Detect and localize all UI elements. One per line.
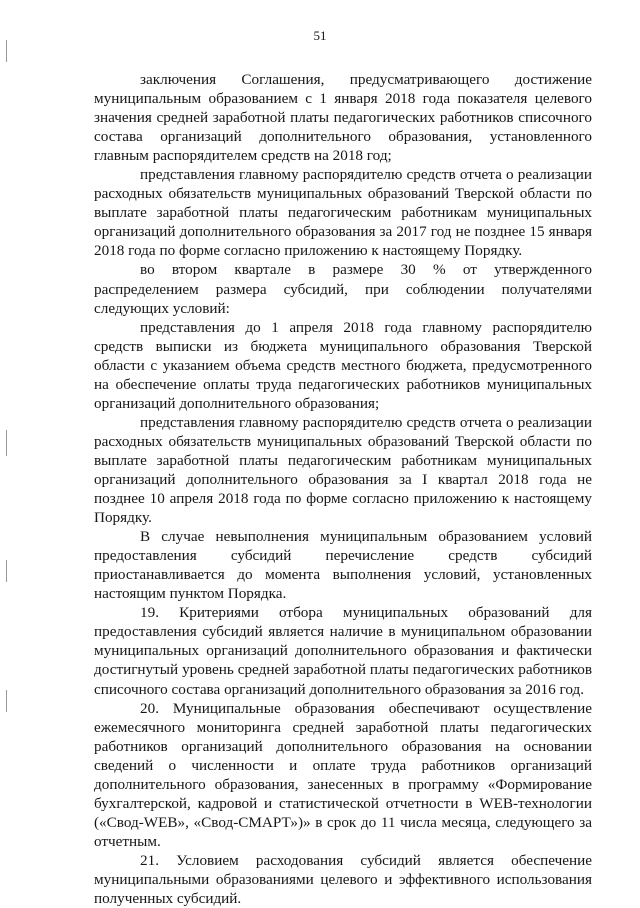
paragraph-report-2017: представления главному распорядителю средств отчета о реализации расходных обязательств муниципальных образований Тверской области по выплате заработной платы педагогическим работникам муниципальных организаций дополнительного образования за 2017 год не позднее 15 января 2018 года по форме согласно приложению к настоящему Порядку.	[94, 166, 592, 260]
body-text	[94, 70, 592, 908]
paragraph-agreement-condition: заключения Соглашения, предусматривающего достижение муниципальным образованием с 1 января 2018 года показателя целевого значения средней заработной платы педагогических работников списочного состава организаций дополнительного образования, установленного главным распорядителем средств на 2018 год;	[94, 71, 592, 165]
scan-margin-mark-bottom	[6, 690, 7, 712]
paragraph-second-quarter: во втором квартале в размере 30 % от утвержденного распределением размера субсидий, при соблюдении получателями следующих условий:	[94, 261, 592, 317]
scan-margin-mark-middle	[6, 430, 7, 456]
paragraph-21-condition: 21. Условием расходования субсидий является обеспечение муниципальными образованиями целевого и эффективного использования полученных субсидий.	[94, 851, 592, 908]
paragraph-budget-extract: представления до 1 апреля 2018 года главному распорядителю средств выписки из бюджета муниципального образования Тверской области с указанием объема средств местного бюджета, предусмотренного на обеспечение оплаты труда педагогических работников муниципальных организаций дополнительного образования;	[94, 318, 592, 412]
page-number: 51	[313, 28, 327, 43]
scan-margin-mark-lower	[6, 560, 7, 582]
paragraph-20-monitoring: 20. Муниципальные образования обеспечивают осуществление ежемесячного мониторинга средней заработной платы педагогических работников организаций дополнительного образования на основании сведений о численности и оплате труда работников организаций дополнительного образования, занесенных в программу «Формирование бухгалтерской, кадровой и статистической отчетности в WEB-технологии («Свод-WEB», «Свод-СМАРТ»)» в срок до 11 числа месяца, следующего за отчетным.	[94, 699, 592, 850]
paragraph-19-criteria: 19. Критериями отбора муниципальных образований для предоставления субсидий является наличие в муниципальном образовании муниципальных организаций дополнительного образования и фактически достигнутый уровень средней заработной платы педагогических работников списочного состава организаций дополнительного образования за 2016 год.	[94, 604, 592, 698]
paragraph-suspension: В случае невыполнения муниципальным образованием условий предоставления субсидий перечисление средств субсидий приостанавливается до момента выполнения условий, установленных настоящим пунктом Порядка.	[94, 528, 592, 603]
paragraph-report-q1-2018: представления главному распорядителю средств отчета о реализации расходных обязательств муниципальных образований Тверской области по выплате заработной платы педагогическим работникам муниципальных организаций дополнительного образования за I квартал 2018 года не позднее 10 апреля 2018 года по форме согласно приложению к настоящему Порядку.	[94, 413, 592, 527]
